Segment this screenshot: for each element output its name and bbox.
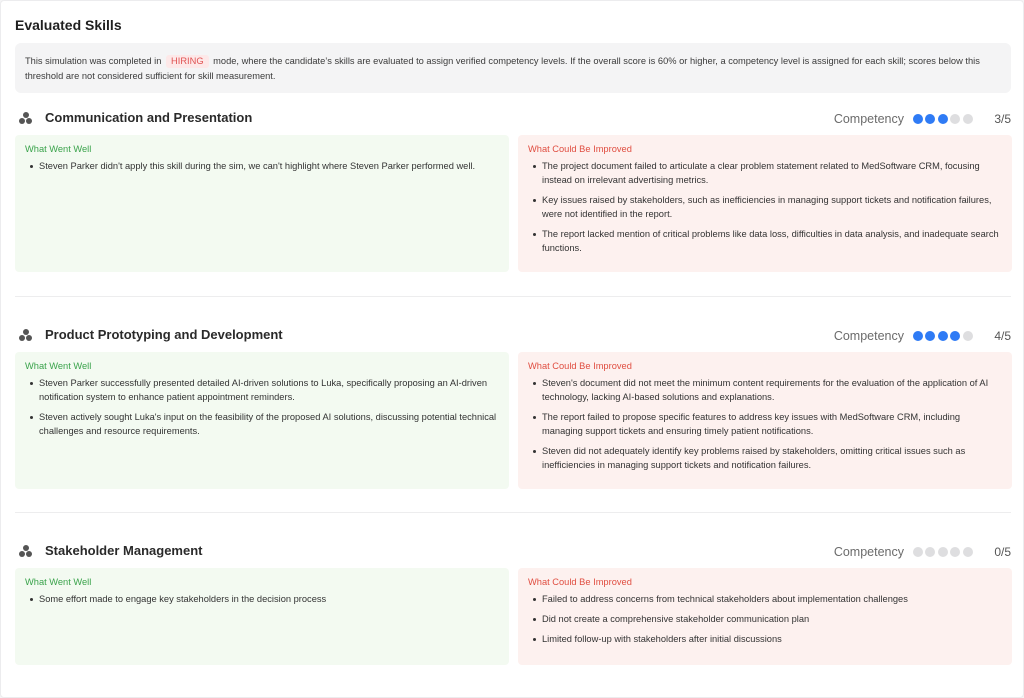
- what-went-well-panel: [15, 352, 509, 489]
- feedback-item: The report failed to propose specific features to address key issues with MedSoftware CRM, including managing support tickets and ensuring timely patient notifications.: [528, 410, 1002, 438]
- skill-cluster-icon: [19, 545, 33, 558]
- competency-rating: [834, 327, 1011, 345]
- what-went-well-list: [25, 376, 499, 438]
- competency-dot-filled: [938, 331, 948, 341]
- what-could-be-improved-title: What Could Be Improved: [528, 577, 632, 587]
- skill-section: [15, 326, 1011, 470]
- notice-text-after: mode, where the candidate’s skills are evaluated to assign verified competency levels. If the overall score is 60% or higher, a competency level is assigned for each skill; scores below this threshold are not considered sufficient for skill measurement.: [25, 56, 980, 81]
- section-divider: [15, 296, 1011, 297]
- what-could-be-improved-list: [528, 592, 1002, 646]
- page-title: Evaluated Skills: [15, 17, 122, 33]
- feedback-item: Failed to address concerns from technical stakeholders about implementation challenges: [528, 592, 1002, 606]
- competency-dot-empty: [963, 547, 973, 557]
- competency-score: 4/5: [994, 329, 1011, 343]
- what-went-well-panel: [15, 568, 509, 665]
- competency-dots: [913, 114, 975, 124]
- competency-label: Competency: [833, 545, 904, 559]
- competency-dot-filled: [925, 114, 935, 124]
- competency-dot-empty: [913, 547, 923, 557]
- competency-score: 3/5: [994, 112, 1011, 126]
- feedback-item: Steven did not adequately identify key problems raised by stakeholders, omitting critical issues such as inefficiencies in managing support tickets and notification failures.: [528, 444, 1002, 472]
- skill-name: Stakeholder Management: [45, 543, 203, 558]
- skill-header: [15, 109, 1011, 129]
- what-went-well-list: [25, 592, 499, 606]
- skill-section: [15, 542, 1011, 644]
- feedback-item: Steven Parker successfully presented detailed AI-driven solutions to Luka, specifically proposing an AI-driven notification system to enhance patient appointment reminders.: [25, 376, 499, 404]
- competency-label: Competency: [833, 112, 904, 126]
- competency-dot-empty: [963, 331, 973, 341]
- what-went-well-title: What Went Well: [25, 361, 92, 371]
- skill-cluster-icon: [19, 112, 33, 125]
- skill-cluster-icon: [19, 329, 33, 342]
- what-could-be-improved-panel: [518, 352, 1012, 489]
- competency-label: Competency: [833, 329, 904, 343]
- competency-dots: [913, 331, 975, 341]
- what-could-be-improved-list: [528, 376, 1002, 472]
- what-could-be-improved-title: What Could Be Improved: [528, 361, 632, 371]
- skill-name: Communication and Presentation: [45, 110, 253, 125]
- what-could-be-improved-panel: [518, 568, 1012, 665]
- section-divider: [15, 512, 1011, 513]
- what-could-be-improved-list: [528, 159, 1002, 255]
- competency-score: 0/5: [994, 545, 1011, 559]
- feedback-item: Key issues raised by stakeholders, such as inefficiencies in managing support tickets and notification failures, were not identified in the report.: [528, 193, 1002, 221]
- feedback-item: The project document failed to articulate a clear problem statement related to MedSoftware CRM, focusing instead on irrelevant advertising metrics.: [528, 159, 1002, 187]
- competency-dot-filled: [913, 331, 923, 341]
- competency-rating: [834, 543, 1011, 561]
- competency-dot-filled: [925, 331, 935, 341]
- notice-text-before: This simulation was completed in: [25, 56, 162, 66]
- competency-dot-empty: [950, 547, 960, 557]
- competency-dot-empty: [963, 114, 973, 124]
- what-could-be-improved-title: What Could Be Improved: [528, 144, 632, 154]
- scoring-notice: [15, 43, 1011, 93]
- what-went-well-panel: [15, 135, 509, 272]
- feedback-item: Did not create a comprehensive stakeholder communication plan: [528, 612, 1002, 626]
- skill-name: Product Prototyping and Development: [45, 327, 283, 342]
- what-went-well-list: [25, 159, 499, 173]
- feedback-item: Steven's document did not meet the minimum content requirements for the evaluation of the application of AI technology, lacking AI-based solutions and explanations.: [528, 376, 1002, 404]
- feedback-item: Limited follow-up with stakeholders after initial discussions: [528, 632, 1002, 646]
- what-went-well-title: What Went Well: [25, 577, 92, 587]
- feedback-item: Some effort made to engage key stakeholders in the decision process: [25, 592, 499, 606]
- competency-dots: [913, 547, 975, 557]
- feedback-item: Steven Parker didn't apply this skill during the sim, we can't highlight where Steven Parker performed well.: [25, 159, 499, 173]
- what-went-well-title: What Went Well: [25, 144, 92, 154]
- feedback-item: The report lacked mention of critical problems like data loss, difficulties in data analysis, and inadequate search functions.: [528, 227, 1002, 255]
- competency-dot-filled: [938, 114, 948, 124]
- competency-dot-filled: [950, 331, 960, 341]
- what-could-be-improved-panel: [518, 135, 1012, 272]
- competency-rating: [834, 110, 1011, 128]
- competency-dot-empty: [950, 114, 960, 124]
- competency-dot-empty: [925, 547, 935, 557]
- feedback-item: Steven actively sought Luka's input on the feasibility of the proposed AI solutions, discussing potential technical challenges and resource requirements.: [25, 410, 499, 438]
- skill-header: [15, 326, 1011, 346]
- competency-dot-filled: [913, 114, 923, 124]
- competency-dot-empty: [938, 547, 948, 557]
- skill-section: [15, 109, 1011, 253]
- mode-badge: HIRING: [166, 55, 209, 68]
- skill-header: [15, 542, 1011, 562]
